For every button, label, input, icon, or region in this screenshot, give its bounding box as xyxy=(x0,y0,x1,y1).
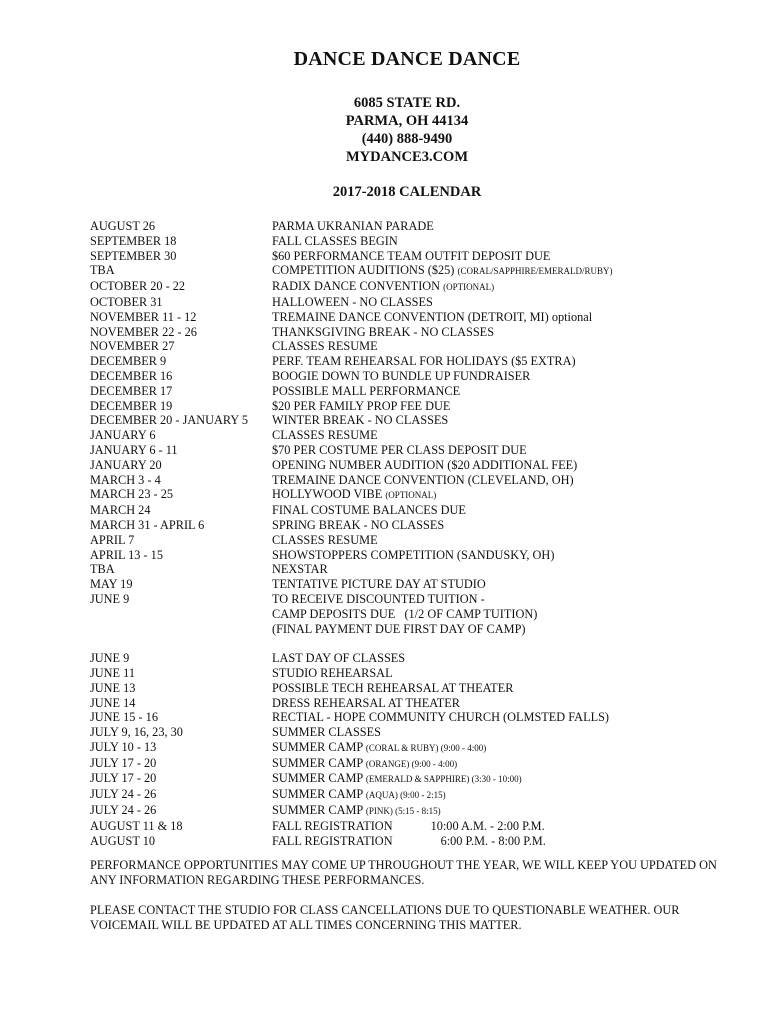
event-date: JUNE 11 xyxy=(90,665,135,680)
event-text: PARMA UKRANIAN PARADE xyxy=(272,219,434,233)
event-text: SUMMER CAMP xyxy=(272,787,363,802)
event-date: OCTOBER 20 - 22 xyxy=(90,279,186,294)
event-row xyxy=(90,651,750,666)
event-text: THANKSGIVING BREAK - NO CLASSES xyxy=(272,324,495,339)
event-text: $60 PERFORMANCE TEAM OUTFIT DEPOSIT DUE xyxy=(272,248,551,263)
event-row xyxy=(90,787,750,803)
event-description xyxy=(272,413,448,428)
event-text: OPENING NUMBER AUDITION ($20 ADDITIONAL FEE) xyxy=(272,457,578,472)
event-description xyxy=(272,263,612,279)
event-description xyxy=(272,503,466,518)
event-row xyxy=(90,725,750,740)
event-description xyxy=(272,473,574,488)
event-description xyxy=(272,219,434,234)
event-text: NEXSTAR xyxy=(272,562,328,577)
event-description xyxy=(272,651,405,666)
event-date: DECEMBER 17 xyxy=(90,383,173,398)
event-date: MARCH 24 xyxy=(90,503,151,518)
event-text: CLASSES RESUME xyxy=(272,339,378,354)
event-date: JUNE 14 xyxy=(90,695,136,710)
event-row xyxy=(90,443,750,458)
event-description xyxy=(272,666,393,681)
event-detail: (ORANGE) (9:00 - 4:00) xyxy=(365,758,458,769)
event-date: TBA xyxy=(90,562,115,577)
event-description xyxy=(272,234,398,249)
event-date xyxy=(90,622,272,637)
event-date: TBA xyxy=(90,263,115,278)
event-row xyxy=(90,592,750,607)
event-description xyxy=(272,607,537,622)
event-text: FALL REGISTRATION xyxy=(272,818,393,833)
event-row xyxy=(90,249,750,264)
event-description xyxy=(272,819,545,834)
event-description xyxy=(272,548,554,563)
event-text: DRESS REHEARSAL AT THEATER xyxy=(272,695,461,710)
event-row xyxy=(90,562,750,577)
event-row xyxy=(90,339,750,354)
event-row xyxy=(90,369,750,384)
event-row xyxy=(90,310,750,325)
event-date: MARCH 3 - 4 xyxy=(90,472,161,487)
event-detail: (CORAL/SAPPHIRE/EMERALD/RUBY) xyxy=(457,266,613,277)
event-row xyxy=(90,710,750,725)
event-text: SHOWSTOPPERS COMPETITION (SANDUSKY, OH) xyxy=(272,547,555,562)
event-description xyxy=(272,533,378,548)
event-date: NOVEMBER 22 - 26 xyxy=(90,324,197,339)
event-row xyxy=(90,771,750,787)
event-text: LAST DAY OF CLASSES xyxy=(272,651,406,666)
event-date: JANUARY 20 xyxy=(90,457,162,472)
event-text: FALL REGISTRATION xyxy=(272,833,393,848)
event-row xyxy=(90,473,750,488)
event-date: JANUARY 6 xyxy=(90,428,156,443)
event-row xyxy=(90,740,750,756)
event-text: HALLOWEEN - NO CLASSES xyxy=(272,294,433,309)
event-description xyxy=(272,518,444,533)
event-description xyxy=(272,279,494,295)
event-description xyxy=(272,354,576,369)
event-text: CAMP DEPOSITS DUE (1/2 OF CAMP TUITION) xyxy=(272,606,538,621)
event-row xyxy=(90,696,750,711)
event-text: BOOGIE DOWN TO BUNDLE UP FUNDRAISER xyxy=(272,368,531,383)
event-row xyxy=(90,413,750,428)
event-description xyxy=(272,310,592,325)
event-text: SUMMER CAMP xyxy=(272,755,363,770)
event-text: COMPETITION AUDITIONS ($25) xyxy=(272,263,455,278)
event-date: JUNE 13 xyxy=(90,680,136,695)
event-text: WINTER BREAK - NO CLASSES xyxy=(272,413,449,428)
page-title: DANCE DANCE DANCE xyxy=(293,48,521,70)
event-date: DECEMBER 9 xyxy=(90,354,167,369)
event-text: POSSIBLE MALL PERFORMANCE xyxy=(272,383,461,398)
event-row xyxy=(90,666,750,681)
event-date: APRIL 13 - 15 xyxy=(90,547,163,562)
event-description xyxy=(272,771,522,787)
event-text: $70 PER COSTUME PER CLASS DEPOSIT DUE xyxy=(272,442,527,457)
event-text: (FINAL PAYMENT DUE FIRST DAY OF CAMP) xyxy=(272,621,526,636)
event-row xyxy=(90,219,750,234)
event-text: FINAL COSTUME BALANCES DUE xyxy=(272,503,466,518)
event-date: JUNE 9 xyxy=(90,591,130,606)
event-description xyxy=(272,249,550,264)
event-row xyxy=(90,577,750,592)
event-row xyxy=(90,458,750,473)
event-date: DECEMBER 16 xyxy=(90,368,173,383)
event-text: POSSIBLE TECH REHEARSAL AT THEATER xyxy=(272,680,514,695)
event-date: DECEMBER 20 - JANUARY 5 xyxy=(90,413,249,428)
event-description xyxy=(272,710,609,725)
event-row xyxy=(90,756,750,772)
event-text: $20 PER FAMILY PROP FEE DUE xyxy=(272,398,451,413)
event-text: SUMMER CAMP xyxy=(272,771,363,786)
calendar-title: 2017-2018 CALENDAR xyxy=(332,184,482,200)
event-description xyxy=(272,592,485,607)
event-date: JULY 10 - 13 xyxy=(90,739,157,754)
event-row xyxy=(90,803,750,819)
event-text: FALL CLASSES BEGIN xyxy=(272,233,398,248)
event-description xyxy=(272,339,378,354)
event-date: MARCH 23 - 25 xyxy=(90,487,174,502)
event-detail: (PINK) (5:15 - 8:15) xyxy=(365,806,441,817)
event-row xyxy=(90,518,750,533)
event-row xyxy=(90,325,750,340)
event-date: JULY 9, 16, 23, 30 xyxy=(90,725,183,740)
event-date: DECEMBER 19 xyxy=(90,398,173,413)
event-date: NOVEMBER 11 - 12 xyxy=(90,309,197,324)
event-row xyxy=(90,354,750,369)
event-date: JANUARY 6 - 11 xyxy=(90,442,178,457)
event-description xyxy=(272,577,486,592)
event-date: SEPTEMBER 18 xyxy=(90,233,177,248)
event-text: TREMAINE DANCE CONVENTION (DETROIT, MI) optional xyxy=(272,309,593,324)
event-description xyxy=(272,399,450,414)
event-detail: (AQUA) (9:00 - 2:15) xyxy=(365,790,446,801)
event-row xyxy=(90,263,750,279)
event-row xyxy=(90,819,750,834)
event-description xyxy=(272,369,530,384)
event-date: OCTOBER 31 xyxy=(90,294,163,309)
event-date xyxy=(90,607,272,622)
event-date: SEPTEMBER 30 xyxy=(90,248,177,263)
address-city: PARMA, OH 44134 xyxy=(345,113,469,129)
event-detail: (OPTIONAL) xyxy=(443,282,495,293)
event-text: SUMMER CLASSES xyxy=(272,725,381,740)
event-date: NOVEMBER 27 xyxy=(90,339,175,354)
event-description xyxy=(272,681,513,696)
event-description xyxy=(272,295,433,310)
event-date: JUNE 9 xyxy=(90,651,130,666)
event-date: AUGUST 26 xyxy=(90,219,156,233)
event-description xyxy=(272,696,460,711)
event-text: RECTIAL - HOPE COMMUNITY CHURCH (OLMSTED FALLS) xyxy=(272,710,610,725)
event-text: STUDIO REHEARSAL xyxy=(272,665,393,680)
event-date: AUGUST 11 & 18 xyxy=(90,818,183,833)
event-row xyxy=(90,487,750,503)
event-description xyxy=(272,487,436,503)
event-time: 10:00 A.M. - 2:00 P.M. xyxy=(430,818,545,833)
event-row xyxy=(90,234,750,249)
event-date: MAY 19 xyxy=(90,577,133,592)
event-date: AUGUST 10 xyxy=(90,833,156,848)
event-description xyxy=(272,443,527,458)
event-detail: (EMERALD & SAPPHIRE) (3:30 - 10:00) xyxy=(365,774,522,785)
event-description xyxy=(272,428,378,443)
event-row xyxy=(90,279,750,295)
event-text: SUMMER CAMP xyxy=(272,739,363,754)
event-row xyxy=(90,428,750,443)
address-street: 6085 STATE RD. xyxy=(353,95,461,111)
event-date: JULY 24 - 26 xyxy=(90,787,157,802)
event-detail: (OPTIONAL) xyxy=(385,490,437,501)
event-row xyxy=(90,681,750,696)
studio-address-block xyxy=(0,94,770,166)
event-row xyxy=(90,533,750,548)
event-description xyxy=(272,725,381,740)
event-text: CLASSES RESUME xyxy=(272,532,378,547)
website: MYDANCE3.COM xyxy=(345,149,469,165)
event-text: TREMAINE DANCE CONVENTION (CLEVELAND, OH) xyxy=(272,472,574,487)
event-date: JULY 17 - 20 xyxy=(90,771,157,786)
event-row xyxy=(90,622,750,637)
event-time: 6:00 P.M. - 8:00 P.M. xyxy=(440,833,546,848)
event-description xyxy=(272,756,457,772)
weather-note: PLEASE CONTACT THE STUDIO FOR CLASS CANCELLATIONS DUE TO QUESTIONABLE WEATHER. OUR VOICEMAIL WILL BE UPDATED AT ALL TIMES CONCERNING THIS MATTER. xyxy=(90,903,680,932)
event-row xyxy=(90,295,750,310)
event-date: JULY 17 - 20 xyxy=(90,755,157,770)
event-row xyxy=(90,548,750,563)
event-description xyxy=(272,562,328,577)
event-text: RADIX DANCE CONVENTION xyxy=(272,279,441,294)
event-date: JULY 24 - 26 xyxy=(90,803,157,818)
event-text: TO RECEIVE DISCOUNTED TUITION - xyxy=(272,591,485,606)
event-row xyxy=(90,503,750,518)
event-text: SUMMER CAMP xyxy=(272,803,363,818)
event-date: MARCH 31 - APRIL 6 xyxy=(90,517,205,532)
event-date: JUNE 15 - 16 xyxy=(90,710,158,725)
event-row xyxy=(90,834,750,849)
event-list xyxy=(90,219,750,848)
event-row xyxy=(90,399,750,414)
event-description xyxy=(272,787,446,803)
event-row xyxy=(90,607,750,622)
event-description xyxy=(272,384,460,399)
event-row xyxy=(90,384,750,399)
event-description xyxy=(272,803,441,819)
performance-note: PERFORMANCE OPPORTUNITIES MAY COME UP THROUGHOUT THE YEAR, WE WILL KEEP YOU UPDATED ON ANY INFORMATION REGARDING THESE PERFORMANCES. xyxy=(90,858,717,887)
event-text: HOLLYWOOD VIBE xyxy=(272,487,383,502)
event-description xyxy=(272,622,526,637)
event-text: TENTATIVE PICTURE DAY AT STUDIO xyxy=(272,577,486,592)
event-description xyxy=(272,325,494,340)
event-description xyxy=(272,740,486,756)
event-description xyxy=(272,458,577,473)
event-description xyxy=(272,834,546,849)
event-date: APRIL 7 xyxy=(90,532,135,547)
event-detail: (CORAL & RUBY) (9:00 - 4:00) xyxy=(365,742,487,753)
event-text: PERF. TEAM REHEARSAL FOR HOLIDAYS ($5 EXTRA) xyxy=(272,354,576,369)
event-text: CLASSES RESUME xyxy=(272,428,378,443)
phone-number: (440) 888-9490 xyxy=(361,131,453,147)
event-text: SPRING BREAK - NO CLASSES xyxy=(272,517,445,532)
